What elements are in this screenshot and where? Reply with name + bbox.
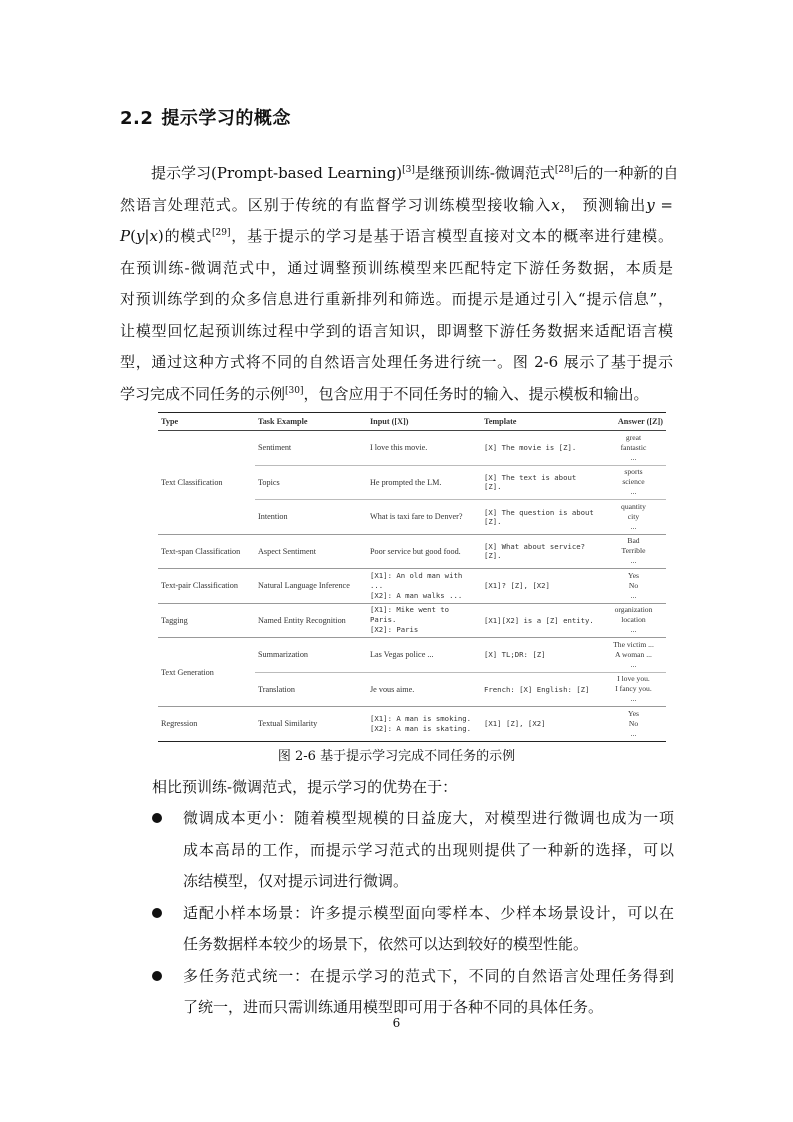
section-heading: [120, 104, 291, 130]
citation: [28]: [554, 165, 574, 175]
table-row: [158, 534, 666, 569]
input-cell: [X1]: An old man with ... [X2]: A man walks ...: [367, 569, 481, 604]
citation: [30]: [285, 385, 304, 396]
type-cell: Text-span Classification: [158, 534, 255, 569]
template-cell: [X1]? [Z], [X2]: [481, 569, 601, 604]
table-row: [158, 638, 666, 673]
section-title: 提示学习的概念: [161, 108, 291, 129]
template-cell: [X] The movie is [Z].: [484, 443, 577, 453]
type-cell: Text Classification: [161, 477, 223, 487]
task-cell: Textual Similarity: [255, 707, 367, 742]
paragraph-line: 提示学习(Prompt-based Learning)[3]是继预训练-微调范式[28]后的一种新的自: [151, 164, 679, 182]
col-header-answer: Answer ([Z]): [601, 413, 666, 431]
input-cell: I love this movie.: [370, 443, 428, 453]
answer-cell: Bad Terrible ...: [601, 534, 666, 569]
type-cell: Tagging: [158, 603, 255, 638]
task-cell: Natural Language Inference: [255, 569, 367, 604]
paragraph-line: 然语言处理范式。区别于传统的有监督学习训练模型接收输入𝑥， 预测输出𝑦 =: [120, 195, 673, 214]
type-cell: Regression: [158, 707, 255, 742]
bullet-dot-icon: [152, 971, 162, 981]
section-number: 2.2: [120, 108, 154, 129]
task-cell: Intention: [255, 500, 367, 535]
answer-cell: great fantastic ...: [620, 432, 647, 462]
answer-cell: The victim ... A woman ... ...: [601, 638, 666, 673]
paragraph-line: 让模型回忆起预训练过程中学到的语言知识，即调整下游任务数据来适配语言模: [120, 321, 673, 340]
type-cell: Text-pair Classification: [158, 569, 255, 604]
citation: [29]: [212, 228, 231, 238]
figure-2-6: [158, 412, 666, 742]
page-number: 6: [392, 1016, 401, 1030]
col-header-template: Template: [481, 413, 601, 431]
list-item: 多任务范式统一：在提示学习的范式下，不同的自然语言处理任务得到 了统一，进而只需训练通用模型即可用于各种不同的具体任务。: [152, 961, 674, 1024]
answer-cell: quantity city ...: [601, 500, 666, 535]
list-item: 适配小样本场景：许多提示模型面向零样本、少样本场景设计，可以在 任务数据样本较少的场景下，依然可以达到较好的模型性能。: [152, 898, 674, 961]
template-cell: [X1] [Z], [X2]: [481, 707, 601, 742]
paragraph-line: 学习完成不同任务的示例[30]，包含应用于不同任务时的输入、提示模板和输出。: [120, 384, 649, 403]
task-cell: Named Entity Recognition: [255, 603, 367, 638]
template-cell: [X1][X2] is a [Z] entity.: [481, 603, 601, 638]
advantages-list: [152, 803, 674, 1024]
template-cell: [X] What about service? [Z].: [481, 534, 601, 569]
answer-cell: I love you. I fancy you. ...: [601, 672, 666, 707]
input-cell: [X1]: A man is smoking. [X2]: A man is skating.: [367, 707, 481, 742]
bullet-dot-icon: [152, 908, 162, 918]
table-row: [158, 707, 666, 742]
answer-cell: organization location ...: [601, 603, 666, 638]
task-cell: Topics: [255, 465, 367, 500]
task-cell: Summarization: [255, 638, 367, 673]
advantages-intro: 相比预训练-微调范式，提示学习的优势在于：: [152, 778, 458, 796]
figure-caption: 图 2-6 基于提示学习完成不同任务的示例: [277, 749, 516, 764]
col-header-input: Input ([X]): [367, 413, 481, 431]
list-item: 微调成本更小：随着模型规模的日益庞大，对模型进行微调也成为一项 成本高昂的工作，而提示学习范式的出现则提供了一种新的选择，可以 冻结模型，仅对提示词进行微调。: [152, 803, 674, 898]
answer-cell: Yes No ...: [601, 707, 666, 742]
task-cell: Sentiment: [258, 443, 292, 453]
paragraph-line: 对预训练学到的众多信息进行重新排列和筛选。而提示是通过引入“提示信息”，: [120, 290, 673, 308]
template-cell: [X] The text is about [Z].: [481, 465, 601, 500]
answer-cell: sports science ...: [601, 465, 666, 500]
type-cell: Text Generation: [158, 638, 255, 707]
paragraph-line: 𝑃(𝑦|𝑥)的模式[29]，基于提示的学习是基于语言模型直接对文本的概率进行建模。: [120, 227, 673, 245]
citation: [3]: [402, 165, 415, 175]
input-cell: Poor service but good food.: [367, 534, 481, 569]
task-cell: Aspect Sentiment: [255, 534, 367, 569]
intro-paragraph: [120, 158, 679, 410]
col-header-task: Task Example: [255, 413, 367, 431]
table-row: [158, 603, 666, 638]
table-header-row: [158, 413, 666, 431]
task-cell: Translation: [255, 672, 367, 707]
prompt-task-table: [158, 412, 666, 742]
input-cell: What is taxi fare to Denver?: [367, 500, 481, 535]
col-header-type: Type: [158, 413, 255, 431]
input-cell: Je vous aime.: [367, 672, 481, 707]
template-cell: French: [X] English: [Z]: [481, 672, 601, 707]
template-cell: [X] TL;DR: [Z]: [481, 638, 601, 673]
template-cell: [X] The question is about [Z].: [481, 500, 601, 535]
input-cell: Las Vegas police ...: [367, 638, 481, 673]
paragraph-line: 在预训练-微调范式中，通过调整预训练模型来匹配特定下游任务数据，本质是: [120, 258, 673, 277]
bullet-dot-icon: [152, 813, 162, 823]
table-row: [158, 431, 666, 466]
input-cell: [X1]: Mike went to Paris. [X2]: Paris: [367, 603, 481, 638]
answer-cell: Yes No ...: [601, 569, 666, 604]
input-cell: He prompted the LM.: [367, 465, 481, 500]
paragraph-line: 型，通过这种方式将不同的自然语言处理任务进行统一。图 2-6 展示了基于提示: [120, 353, 673, 371]
table-row: [158, 569, 666, 604]
